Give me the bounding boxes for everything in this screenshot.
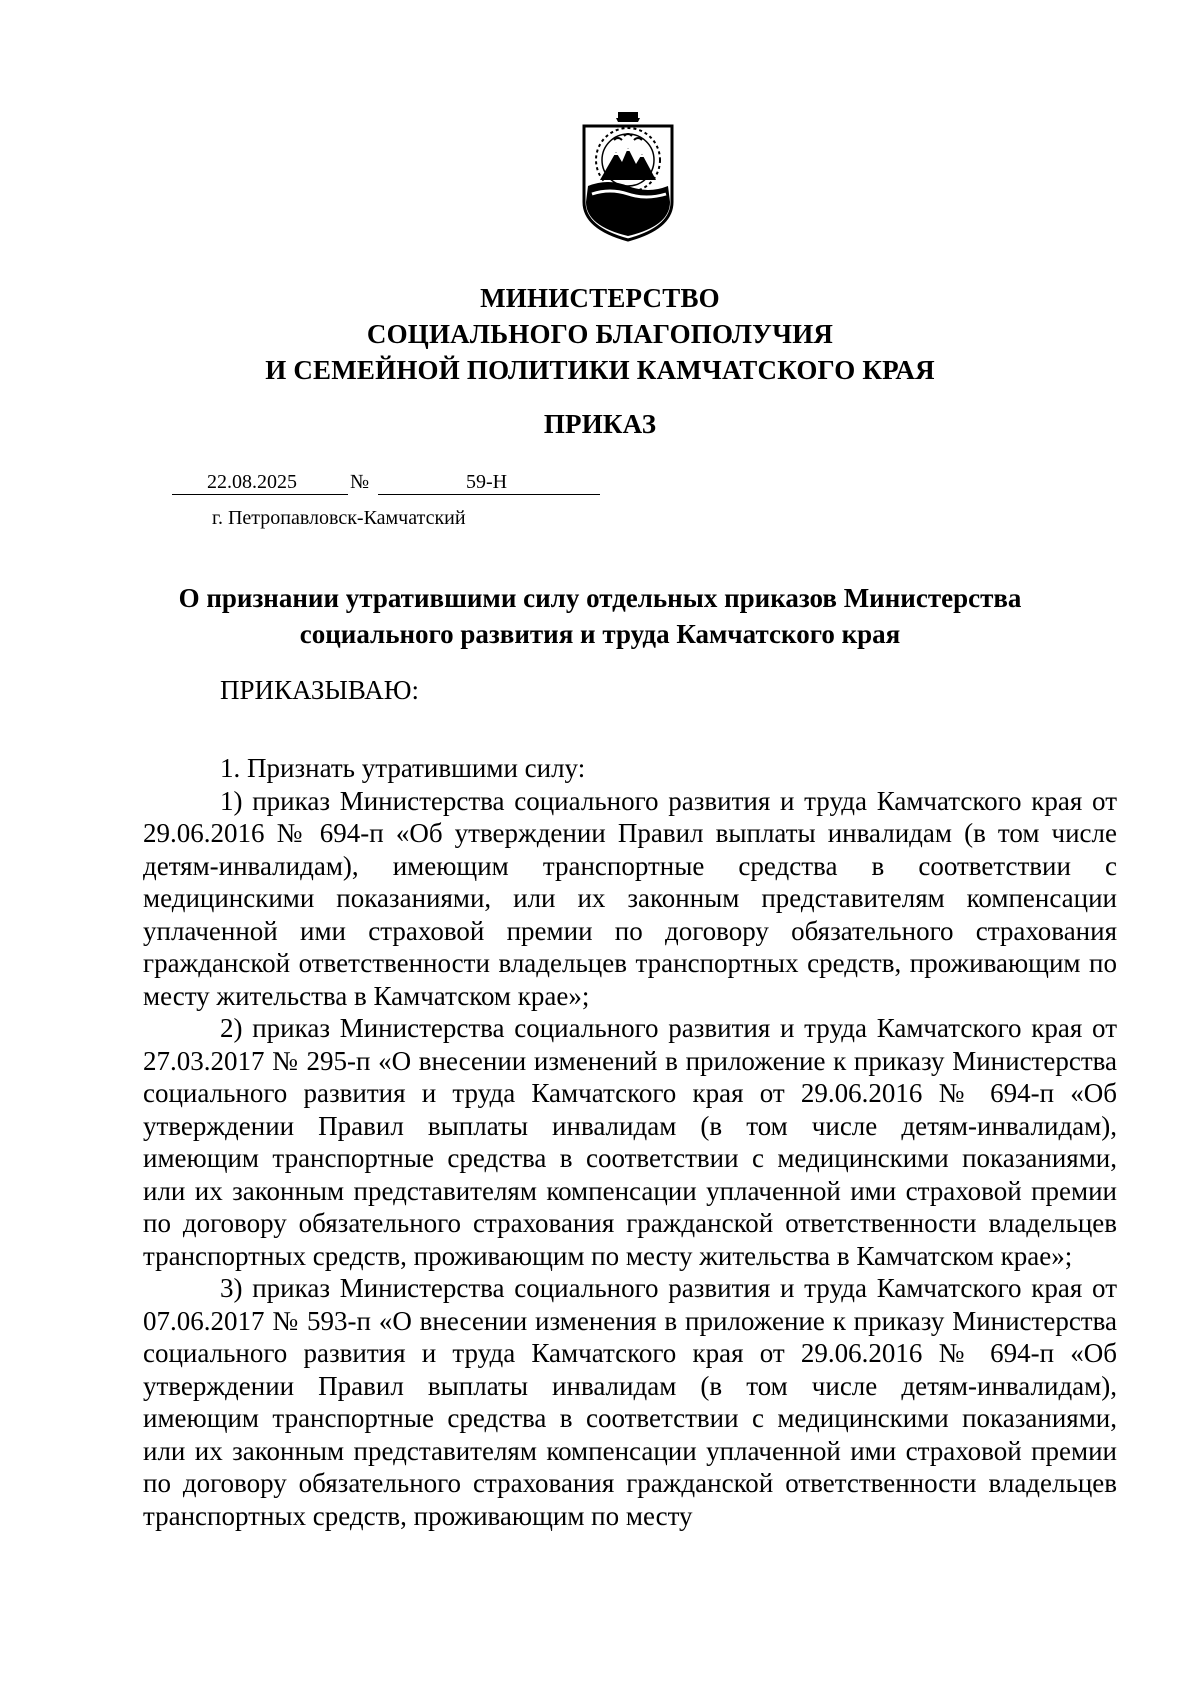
document-type: ПРИКАЗ [543,409,657,439]
order-number: 59-Н [466,471,508,493]
city: г. Петропавловск-Камчатский [212,507,466,529]
order-date: 22.08.2025 [207,471,297,493]
sub-item-1: 1) приказ Министерства социального развития и труда Камчатского края от 29.06.2016 № 694-п «Об утверждении Правил выплаты инвалидам (в том числе детям-инвалидам), имеющим транспортные средства в соответствии с медицинскими показаниями, или их законным представителям компенсации уплаченной ими страховой премии по договору обязательного страхования гражданской ответственности владельцев транспортных средств, проживающим по месту жительства в Камчатском крае»; [143,785,1117,1011]
order-body [143,752,1117,1532]
subject-line-1: О признании утратившими силу отдельных приказов Министерства [178,583,1022,613]
coat-of-arms-icon [578,110,678,242]
order-directive: ПРИКАЗЫВАЮ: [220,675,419,705]
subject-line-2: социального развития и труда Камчатского края [299,619,901,649]
number-underline [378,494,600,495]
ministry-line-3: И СЕМЕЙНОЙ ПОЛИТИКИ КАМЧАТСКОГО КРАЯ [265,355,935,385]
ministry-name [0,280,1200,388]
number-sign: № [350,471,370,493]
date-underline [172,494,348,495]
ministry-line-2: СОЦИАЛЬНОГО БЛАГОПОЛУЧИЯ [366,319,834,349]
order-subject [0,580,1200,652]
sub-item-2: 2) приказ Министерства социального развития и труда Камчатского края от 27.03.2017 № 295-п «О внесении изменений в приложение к приказу Министерства социального развития и труда Камчатского края от 29.06.2016 № 694-п «Об утверждении Правил выплаты инвалидам (в том числе детям-инвалидам), имеющим транспортные средства в соответствии с медицинскими показаниями, или их законным представителям компенсации уплаченной ими страховой премии по договору обязательного страхования гражданской ответственности владельцев транспортных средств, проживающим по месту жительства в Камчатском крае»; [143,1013,1117,1271]
ministry-line-1: МИНИСТЕРСТВО [480,283,720,313]
item-1: 1. Признать утратившими силу: [220,753,586,783]
sub-item-3: 3) приказ Министерства социального развития и труда Камчатского края от 07.06.2017 № 593-п «О внесении изменения в приложение к приказу Министерства социального развития и труда Камчатского края от 29.06.2016 № 694-п «Об утверждении Правил выплаты инвалидам (в том числе детям-инвалидам), имеющим транспортные средства в соответствии с медицинскими показаниями, или их законным представителям компенсации уплаченной ими страховой премии по договору обязательного страхования гражданской ответственности владельцев транспортных средств, проживающим по месту [143,1273,1117,1531]
